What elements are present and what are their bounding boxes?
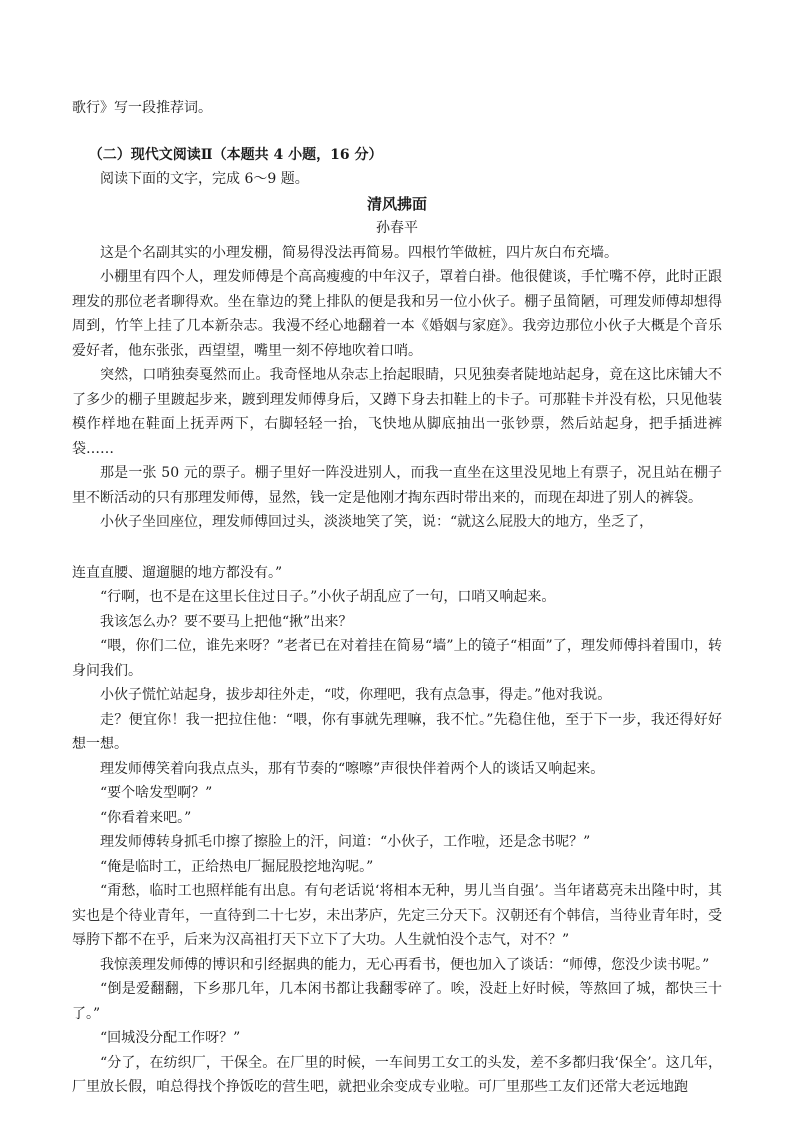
article-paragraph-continued: 连直直腰、遛遛腿的地方都没有。” (72, 564, 283, 581)
article-title: 清风拂面 (366, 194, 427, 213)
section-instruction: 阅读下面的文字，完成 6～9 题。 (100, 171, 309, 187)
article-paragraph: 理发师傅转身抓毛巾擦了擦脸上的汗，问道：“小伙子，工作啦，还是念书呢？” (100, 834, 591, 850)
article-paragraph: 理发师傅笑着向我点点头，那有节奏的“嚓嚓”声很快伴着两个人的谈话又响起来。 (100, 760, 605, 777)
article-paragraph: “甭愁，临时工也照样能有出息。有句老话说‘将相本无种，男儿当自强’。当年诸葛亮未出隆中时，其实也是个待业青年，一直待到二十七岁，未出茅庐，先定三分天下。汉朝还有个韩信，当待业青年时，受辱胯下都不在乎，后来为汉高祖打天下立下了大功。人生就怕没个志气，对不？” (72, 883, 722, 948)
article-paragraph: 小伙子慌忙站起身，拔步却往外走，“哎，你理吧，我有点急事，得走。”他对我说。 (100, 687, 612, 703)
article-paragraph: “要个啥发型啊？” (100, 785, 213, 801)
page-gap (72, 535, 722, 561)
section-heading: （二）现代文阅读Ⅱ（本题共 4 小题，16 分） (88, 146, 383, 163)
article-paragraph: 走？便宜你！我一把拉住他：“喂，你有事就先理嘛，我不忙。”先稳住他，至于下一步，我还得好好想一想。 (72, 711, 722, 752)
article-author: 孙春平 (376, 220, 418, 236)
article-paragraph: 突然，口哨独奏戛然而止。我奇怪地从杂志上抬起眼睛，只见独奏者陡地站起身，竟在这比床铺大不了多少的棚子里踱起步来，踱到理发师傅身后，又蹲下身去扣鞋上的卡子。可那鞋卡并没有松，只见他装模作样地在鞋面上抚弄两下，右脚轻轻一抬，飞快地从脚底抽出一张钞票，然后站起身，把手插进裤袋…… (72, 367, 722, 457)
article-paragraph: “分了，在纺织厂，干保全。在厂里的时候，一车间男工女工的头发，差不多都归我‘保全’。这几年，厂里放长假，咱总得找个挣饭吃的营生吧，就把业余变成专业啦。可厂里那些工友们还常大老远地跑 (72, 1054, 722, 1095)
article-paragraph: “喂，你们二位，谁先来呀？”老者已在对着挂在简易“墙”上的镜子“相面”了，理发师傅抖着围巾，转身问我们。 (72, 638, 722, 679)
intro-line: 歌行》写一段推荐词。 (72, 100, 212, 116)
article-paragraph: “倒是爱翻翻，下乡那几年，几本闲书都让我翻零碎了。唉，没赶上好时候，等熬回了城，都快三十了。” (72, 981, 722, 1022)
article-paragraph: 我惊羡理发师傅的博识和引经据典的能力，无心再看书，便也加入了谈话：“师傅，您没少读书呢。” (100, 956, 710, 973)
article-body-part2 (72, 561, 722, 1100)
article-paragraph: “行啊，也不是在这里长住过日子。”小伙子胡乱应了一句，口哨又响起来。 (100, 589, 556, 605)
article-paragraph: “你看着来吧。” (100, 809, 192, 826)
article-paragraph: 小棚里有四个人，理发师傅是个高高瘦瘦的中年汉子，罩着白褂。他很健谈，手忙嘴不停，此时正跟理发的那位老者聊得欢。坐在靠边的凳上排队的便是我和另一位小伙子。棚子虽简陋，可理发师傅却想得周到，竹竿上挂了几本新杂志。我漫不经心地翻着一本《婚姻与家庭》。我旁边那位小伙子大概是个音乐爱好者，他东张张，西望望，嘴里一刻不停地吹着口哨。 (72, 269, 722, 359)
article-paragraph: 那是一张 50 元的票子。棚子里好一阵没进别人，而我一直坐在这里没见地上有票子，况且站在棚子里不断活动的只有那理发师傅，显然，钱一定是他刚才掏东西时带出来的，而现在却进了别人的裤袋。 (72, 465, 722, 506)
article-paragraph: “俺是临时工，正给热电厂掘屁股挖地沟呢。” (100, 858, 374, 875)
article-paragraph: 小伙子坐回座位，理发师傅回过头，淡淡地笑了笑，说：“就这么屁股大的地方，坐乏了， (100, 514, 654, 530)
article-paragraph: 这是个名副其实的小理发棚，简易得没法再简易。四根竹竿做桩，四片灰白布充墙。 (100, 244, 618, 261)
article-paragraph: “回城没分配工作呀？” (100, 1030, 241, 1046)
document-page (72, 96, 722, 1100)
article-body-part1 (72, 241, 722, 535)
article-paragraph: 我该怎么办？要不要马上把他“揪”出来？ (100, 613, 353, 630)
